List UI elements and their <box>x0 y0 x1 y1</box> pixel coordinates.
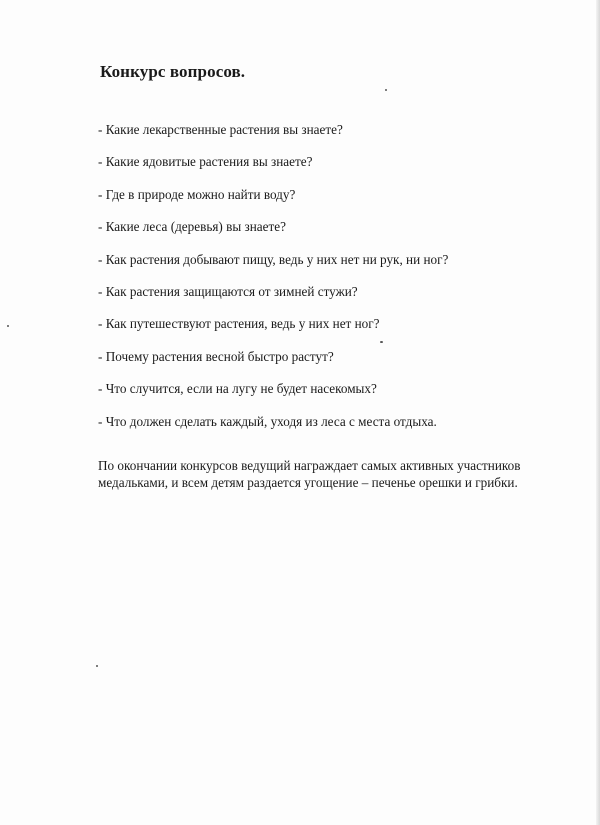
question-item: - Что должен сделать каждый, уходя из леса с места отдыха. <box>98 413 437 429</box>
page-edge-shadow <box>596 0 600 825</box>
question-item: - Как растения добывают пищу, ведь у них нет ни рук, ни ног? <box>98 251 449 267</box>
scan-speck <box>380 341 383 343</box>
question-item: - Какие ядовитые растения вы знаете? <box>98 154 313 170</box>
scan-speck <box>96 665 98 667</box>
scan-speck <box>7 325 9 327</box>
question-item: - Как путешествуют растения, ведь у них нет ног? <box>98 316 380 332</box>
closing-paragraph: По окончании конкурсов ведущий награждает самых активных участников медальками, и всем детям раздается угощение – печенье орешки и грибки. <box>98 458 521 490</box>
question-item: - Где в природе можно найти воду? <box>98 186 296 202</box>
question-item: - Как растения защищаются от зимней стужи? <box>98 283 358 299</box>
question-item: - Какие лекарственные растения вы знаете? <box>98 122 343 137</box>
question-item: - Какие леса (деревья) вы знаете? <box>98 219 286 235</box>
document-title: Конкурс вопросов. <box>100 62 246 81</box>
scan-speck <box>385 89 387 91</box>
question-item: - Что случится, если на лугу не будет насекомых? <box>98 381 377 397</box>
question-list <box>98 121 448 445</box>
question-item: - Почему растения весной быстро растут? <box>98 348 334 364</box>
